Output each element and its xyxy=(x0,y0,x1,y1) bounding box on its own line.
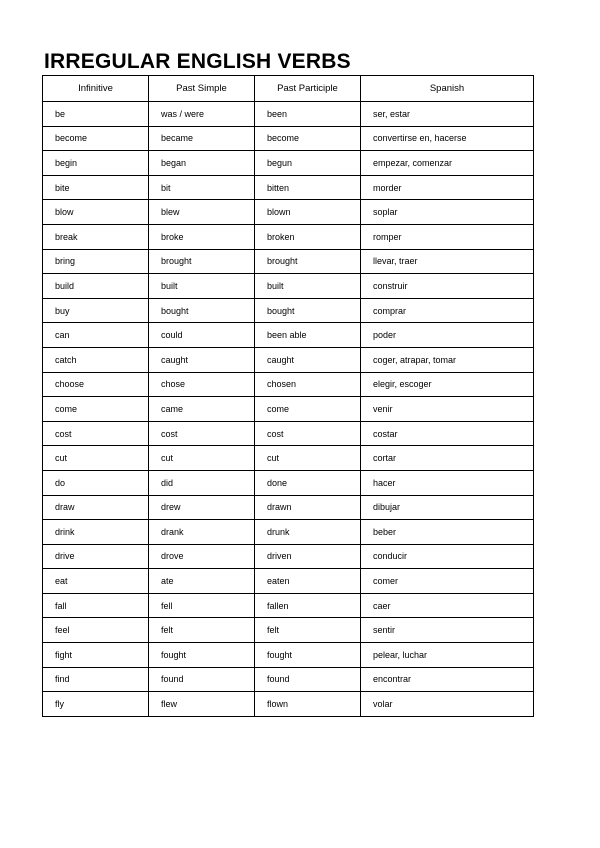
cell-infinitive: find xyxy=(43,667,149,692)
cell-infinitive: become xyxy=(43,126,149,151)
cell-past-simple: drank xyxy=(149,520,255,545)
cell-infinitive: feel xyxy=(43,618,149,643)
table-row xyxy=(43,102,534,127)
table-row xyxy=(43,692,534,717)
table-row xyxy=(43,421,534,446)
cell-infinitive: build xyxy=(43,274,149,299)
cell-past-simple: cost xyxy=(149,421,255,446)
cell-spanish: comer xyxy=(361,569,534,594)
cell-infinitive: bite xyxy=(43,175,149,200)
cell-infinitive: catch xyxy=(43,347,149,372)
table-row xyxy=(43,446,534,471)
cell-past-participle: blown xyxy=(255,200,361,225)
table-row xyxy=(43,175,534,200)
header-past-participle: Past Participle xyxy=(255,76,361,102)
cell-infinitive: blow xyxy=(43,200,149,225)
table-row xyxy=(43,618,534,643)
cell-past-participle: flown xyxy=(255,692,361,717)
cell-past-participle: brought xyxy=(255,249,361,274)
cell-spanish: volar xyxy=(361,692,534,717)
cell-infinitive: fall xyxy=(43,593,149,618)
cell-past-simple: flew xyxy=(149,692,255,717)
cell-past-participle: drawn xyxy=(255,495,361,520)
cell-spanish: costar xyxy=(361,421,534,446)
cell-spanish: caer xyxy=(361,593,534,618)
cell-past-simple: cut xyxy=(149,446,255,471)
cell-past-participle: been able xyxy=(255,323,361,348)
cell-past-simple: brought xyxy=(149,249,255,274)
cell-infinitive: come xyxy=(43,397,149,422)
cell-spanish: pelear, luchar xyxy=(361,643,534,668)
cell-past-simple: did xyxy=(149,470,255,495)
table-row xyxy=(43,151,534,176)
table-row xyxy=(43,397,534,422)
cell-infinitive: begin xyxy=(43,151,149,176)
cell-past-simple: felt xyxy=(149,618,255,643)
cell-past-participle: drunk xyxy=(255,520,361,545)
cell-past-simple: built xyxy=(149,274,255,299)
cell-past-participle: begun xyxy=(255,151,361,176)
cell-spanish: ser, estar xyxy=(361,102,534,127)
cell-past-participle: fallen xyxy=(255,593,361,618)
table-row xyxy=(43,126,534,151)
table-row xyxy=(43,224,534,249)
cell-infinitive: choose xyxy=(43,372,149,397)
cell-spanish: comprar xyxy=(361,298,534,323)
table-row xyxy=(43,643,534,668)
cell-infinitive: can xyxy=(43,323,149,348)
cell-infinitive: bring xyxy=(43,249,149,274)
cell-past-participle: come xyxy=(255,397,361,422)
table-row xyxy=(43,667,534,692)
table-row xyxy=(43,544,534,569)
cell-infinitive: break xyxy=(43,224,149,249)
cell-spanish: empezar, comenzar xyxy=(361,151,534,176)
cell-spanish: sentir xyxy=(361,618,534,643)
cell-spanish: beber xyxy=(361,520,534,545)
cell-infinitive: buy xyxy=(43,298,149,323)
page-title: IRREGULAR ENGLISH VERBS xyxy=(44,50,351,73)
header-row xyxy=(43,76,534,102)
cell-infinitive: fight xyxy=(43,643,149,668)
cell-past-simple: fought xyxy=(149,643,255,668)
cell-infinitive: eat xyxy=(43,569,149,594)
cell-spanish: hacer xyxy=(361,470,534,495)
cell-past-simple: was / were xyxy=(149,102,255,127)
table-body xyxy=(43,102,534,717)
cell-past-participle: cost xyxy=(255,421,361,446)
cell-past-participle: chosen xyxy=(255,372,361,397)
cell-spanish: elegir, escoger xyxy=(361,372,534,397)
cell-spanish: morder xyxy=(361,175,534,200)
table-row xyxy=(43,249,534,274)
cell-infinitive: drive xyxy=(43,544,149,569)
table-row xyxy=(43,323,534,348)
cell-infinitive: cut xyxy=(43,446,149,471)
cell-past-simple: ate xyxy=(149,569,255,594)
cell-past-participle: eaten xyxy=(255,569,361,594)
header-infinitive: Infinitive xyxy=(43,76,149,102)
header-past-simple: Past Simple xyxy=(149,76,255,102)
cell-infinitive: cost xyxy=(43,421,149,446)
table-row xyxy=(43,274,534,299)
cell-spanish: cortar xyxy=(361,446,534,471)
cell-past-simple: could xyxy=(149,323,255,348)
cell-past-participle: caught xyxy=(255,347,361,372)
cell-past-participle: cut xyxy=(255,446,361,471)
cell-past-participle: driven xyxy=(255,544,361,569)
cell-past-participle: broken xyxy=(255,224,361,249)
cell-past-participle: bought xyxy=(255,298,361,323)
cell-spanish: llevar, traer xyxy=(361,249,534,274)
table-row xyxy=(43,298,534,323)
cell-past-simple: caught xyxy=(149,347,255,372)
cell-past-simple: drew xyxy=(149,495,255,520)
cell-past-simple: blew xyxy=(149,200,255,225)
cell-past-participle: fought xyxy=(255,643,361,668)
cell-infinitive: be xyxy=(43,102,149,127)
irregular-verbs-table xyxy=(42,75,534,717)
cell-spanish: poder xyxy=(361,323,534,348)
cell-infinitive: drink xyxy=(43,520,149,545)
cell-past-simple: drove xyxy=(149,544,255,569)
cell-spanish: soplar xyxy=(361,200,534,225)
cell-past-simple: found xyxy=(149,667,255,692)
cell-past-simple: fell xyxy=(149,593,255,618)
cell-past-simple: chose xyxy=(149,372,255,397)
table-row xyxy=(43,470,534,495)
cell-infinitive: fly xyxy=(43,692,149,717)
table-header xyxy=(43,76,534,102)
cell-past-participle: built xyxy=(255,274,361,299)
cell-past-simple: broke xyxy=(149,224,255,249)
cell-spanish: conducir xyxy=(361,544,534,569)
cell-spanish: encontrar xyxy=(361,667,534,692)
cell-past-simple: came xyxy=(149,397,255,422)
cell-past-simple: bit xyxy=(149,175,255,200)
cell-past-participle: become xyxy=(255,126,361,151)
cell-infinitive: draw xyxy=(43,495,149,520)
cell-past-participle: been xyxy=(255,102,361,127)
table-row xyxy=(43,569,534,594)
cell-past-participle: bitten xyxy=(255,175,361,200)
cell-spanish: romper xyxy=(361,224,534,249)
cell-past-simple: bought xyxy=(149,298,255,323)
cell-spanish: venir xyxy=(361,397,534,422)
table-row xyxy=(43,200,534,225)
cell-spanish: dibujar xyxy=(361,495,534,520)
cell-infinitive: do xyxy=(43,470,149,495)
header-spanish: Spanish xyxy=(361,76,534,102)
table-row xyxy=(43,495,534,520)
table-row xyxy=(43,593,534,618)
table-row xyxy=(43,520,534,545)
cell-past-simple: began xyxy=(149,151,255,176)
cell-spanish: construir xyxy=(361,274,534,299)
cell-past-simple: became xyxy=(149,126,255,151)
table-row xyxy=(43,347,534,372)
cell-past-participle: found xyxy=(255,667,361,692)
cell-past-participle: felt xyxy=(255,618,361,643)
cell-past-participle: done xyxy=(255,470,361,495)
table-row xyxy=(43,372,534,397)
cell-spanish: coger, atrapar, tomar xyxy=(361,347,534,372)
cell-spanish: convertirse en, hacerse xyxy=(361,126,534,151)
